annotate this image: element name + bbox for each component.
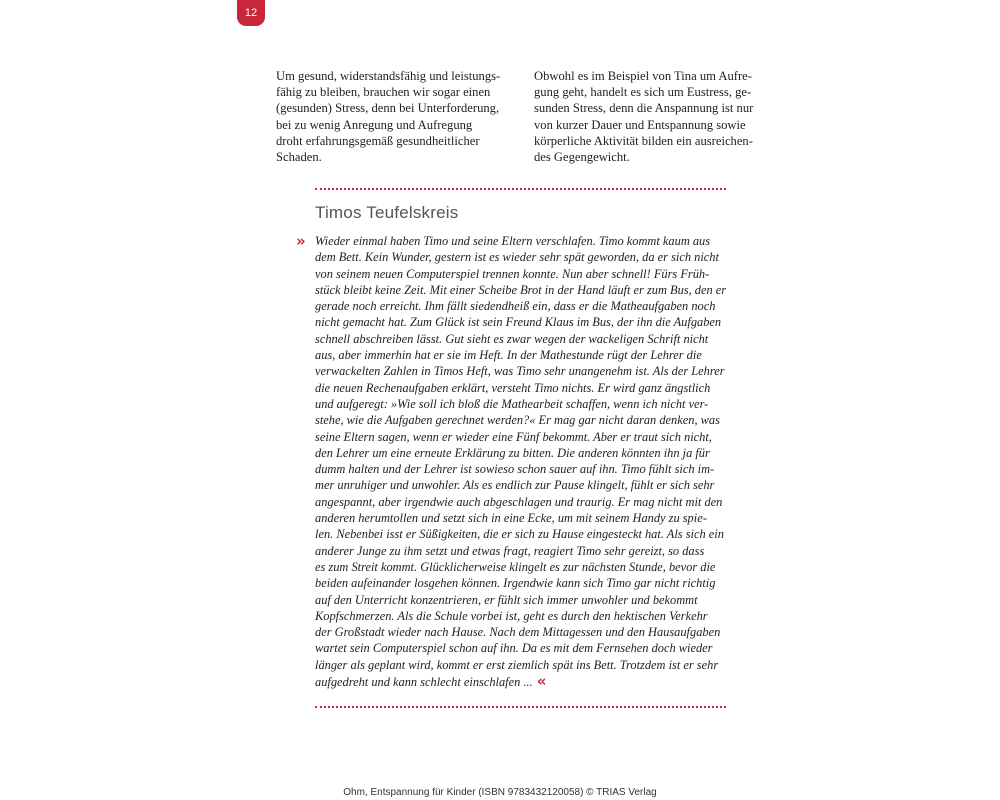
story-line-last	[315, 673, 735, 690]
story-line: len. Nebenbei isst er Süßigkeiten, die er sich zu Hause eingesteckt hat. Als sich ein	[315, 527, 724, 542]
story-line: es zum Streit kommt. Glücklicherweise klingelt es zur nächsten Stunde, bevor die	[315, 559, 716, 574]
story-line: schnell abschreiben lässt. Gut sieht es zwar wegen der wackeligen Schrift nicht	[315, 331, 709, 346]
text-line: gung geht, handelt es sich um Eustress, ge-	[534, 85, 752, 100]
close-quote-mark: «	[536, 672, 547, 691]
text-line: körperliche Aktivität bilden ein ausreichen-	[534, 133, 753, 148]
dotted-divider-top	[315, 188, 726, 190]
text-line: Obwohl es im Beispiel von Tina um Aufre-	[534, 69, 752, 83]
open-quote-mark: »	[296, 232, 306, 250]
story-line: aus, aber immerhin hat er sie im Heft. In der Mathestunde rügt der Lehrer die	[315, 348, 702, 363]
text-line: droht erfahrungsgemäß gesundheitlicher	[276, 133, 480, 148]
story-line: angespannt, aber irgendwie auch abgeschlagen und traurig. Er mag nicht mit den	[315, 494, 723, 509]
page-number: 12	[244, 7, 258, 19]
story-line: dem Bett. Kein Wunder, gestern ist es wieder sehr spät geworden, da er sich nicht	[315, 250, 719, 265]
story-line: und aufgeregt: »Wie soll ich bloß die Mathearbeit schaffen, wenn ich nicht ver-	[315, 396, 709, 411]
story-line: anderen herumtollen und setzt sich in eine Ecke, um mit seinem Handy zu spie-	[315, 511, 707, 526]
text-line: (gesunden) Stress, denn bei Unterforderung,	[276, 101, 500, 116]
page-number-badge	[237, 0, 265, 26]
text-line: fähig zu bleiben, brauchen wir sogar einen	[276, 85, 491, 100]
text-line: sunden Stress, denn die Anspannung ist nur	[534, 101, 754, 116]
text-line: des Gegengewicht.	[534, 150, 630, 165]
story-line: anderer Junge zu ihm setzt und etwas fragt, reagiert Timo sehr gereizt, so dass	[315, 543, 705, 558]
story-line: seine Eltern sagen, wenn er wieder eine Fünf bekommt. Aber er traut sich nicht,	[315, 429, 712, 444]
story-line: nicht gemacht hat. Zum Glück ist sein Freund Klaus im Bus, der ihn die Aufgaben	[315, 315, 722, 330]
story-line: der Großstadt wieder nach Hause. Nach dem Mittagessen und den Hausaufgaben	[315, 625, 721, 640]
story-line: Kopfschmerzen. Als die Schule vorbei ist, geht es durch den hektischen Verkehr	[315, 608, 708, 623]
story-line: gerade noch erreicht. Ihm fällt siedendheiß ein, dass er die Matheaufgaben noch	[315, 299, 716, 314]
text-line: bei zu wenig Anregung und Aufregung	[276, 117, 473, 132]
story-line: verwackelten Zahlen in Timos Heft, was Timo sehr unangenehm ist. Als der Lehrer	[315, 364, 725, 379]
story-line: dumm halten und der Lehrer ist sowieso schon sauer auf ihn. Timo fühlt sich im-	[315, 462, 715, 477]
story-line: länger als geplant wird, kommt er erst ziemlich spät ins Bett. Trotzdem ist er sehr	[315, 657, 719, 672]
story-line: stehe, wie die Aufgaben gerechnet werden?« Er mag gar nicht daran denken, was	[315, 413, 720, 428]
story-line-text: aufgedreht und kann schlecht einschlafen ...	[315, 675, 533, 690]
story-line: von seinem neuen Computerspiel trennen konnte. Nun aber schnell! Fürs Früh-	[315, 266, 710, 281]
text-line: Schaden.	[276, 150, 322, 165]
story-line: den Lehrer um eine erneute Erklärung zu bitten. Die anderen könnten ihn ja für	[315, 445, 710, 460]
left-column-text	[276, 68, 516, 165]
dotted-divider-bottom	[315, 706, 726, 708]
story-line: wartet sein Computerspiel schon auf ihn. Da es mit dem Fernsehen doch wieder	[315, 641, 713, 656]
story-line: Wieder einmal haben Timo und seine Eltern verschlafen. Timo kommt kaum aus	[315, 234, 711, 248]
story-line: stück bleibt keine Zeit. Mit einer Scheibe Brot in der Hand läuft er zum Bus, den er	[315, 282, 727, 297]
copyright-footer: Ohm, Entspannung für Kinder (ISBN 9783432120058) © TRIAS Verlag	[343, 787, 657, 798]
story-line: mer unruhiger und unwohler. Als es endlich zur Pause klingelt, fühlt er sich sehr	[315, 478, 715, 493]
story-line: auf den Unterricht konzentrieren, er fühlt sich immer unwohler und bekommt	[315, 592, 698, 607]
box-title: Timos Teufelskreis	[315, 203, 459, 222]
right-column-text	[534, 68, 774, 165]
story-line: die neuen Rechenaufgaben erklärt, versteht Timo nichts. Er wird ganz ängstlich	[315, 380, 711, 395]
text-line: Um gesund, widerstandsfähig und leistungs-	[276, 69, 501, 83]
text-line: von kurzer Dauer und Entspannung sowie	[534, 117, 746, 132]
story-line: beiden aufeinander losgehen können. Irgendwie kann sich Timo gar nicht richtig	[315, 576, 716, 591]
story-text	[315, 233, 735, 690]
